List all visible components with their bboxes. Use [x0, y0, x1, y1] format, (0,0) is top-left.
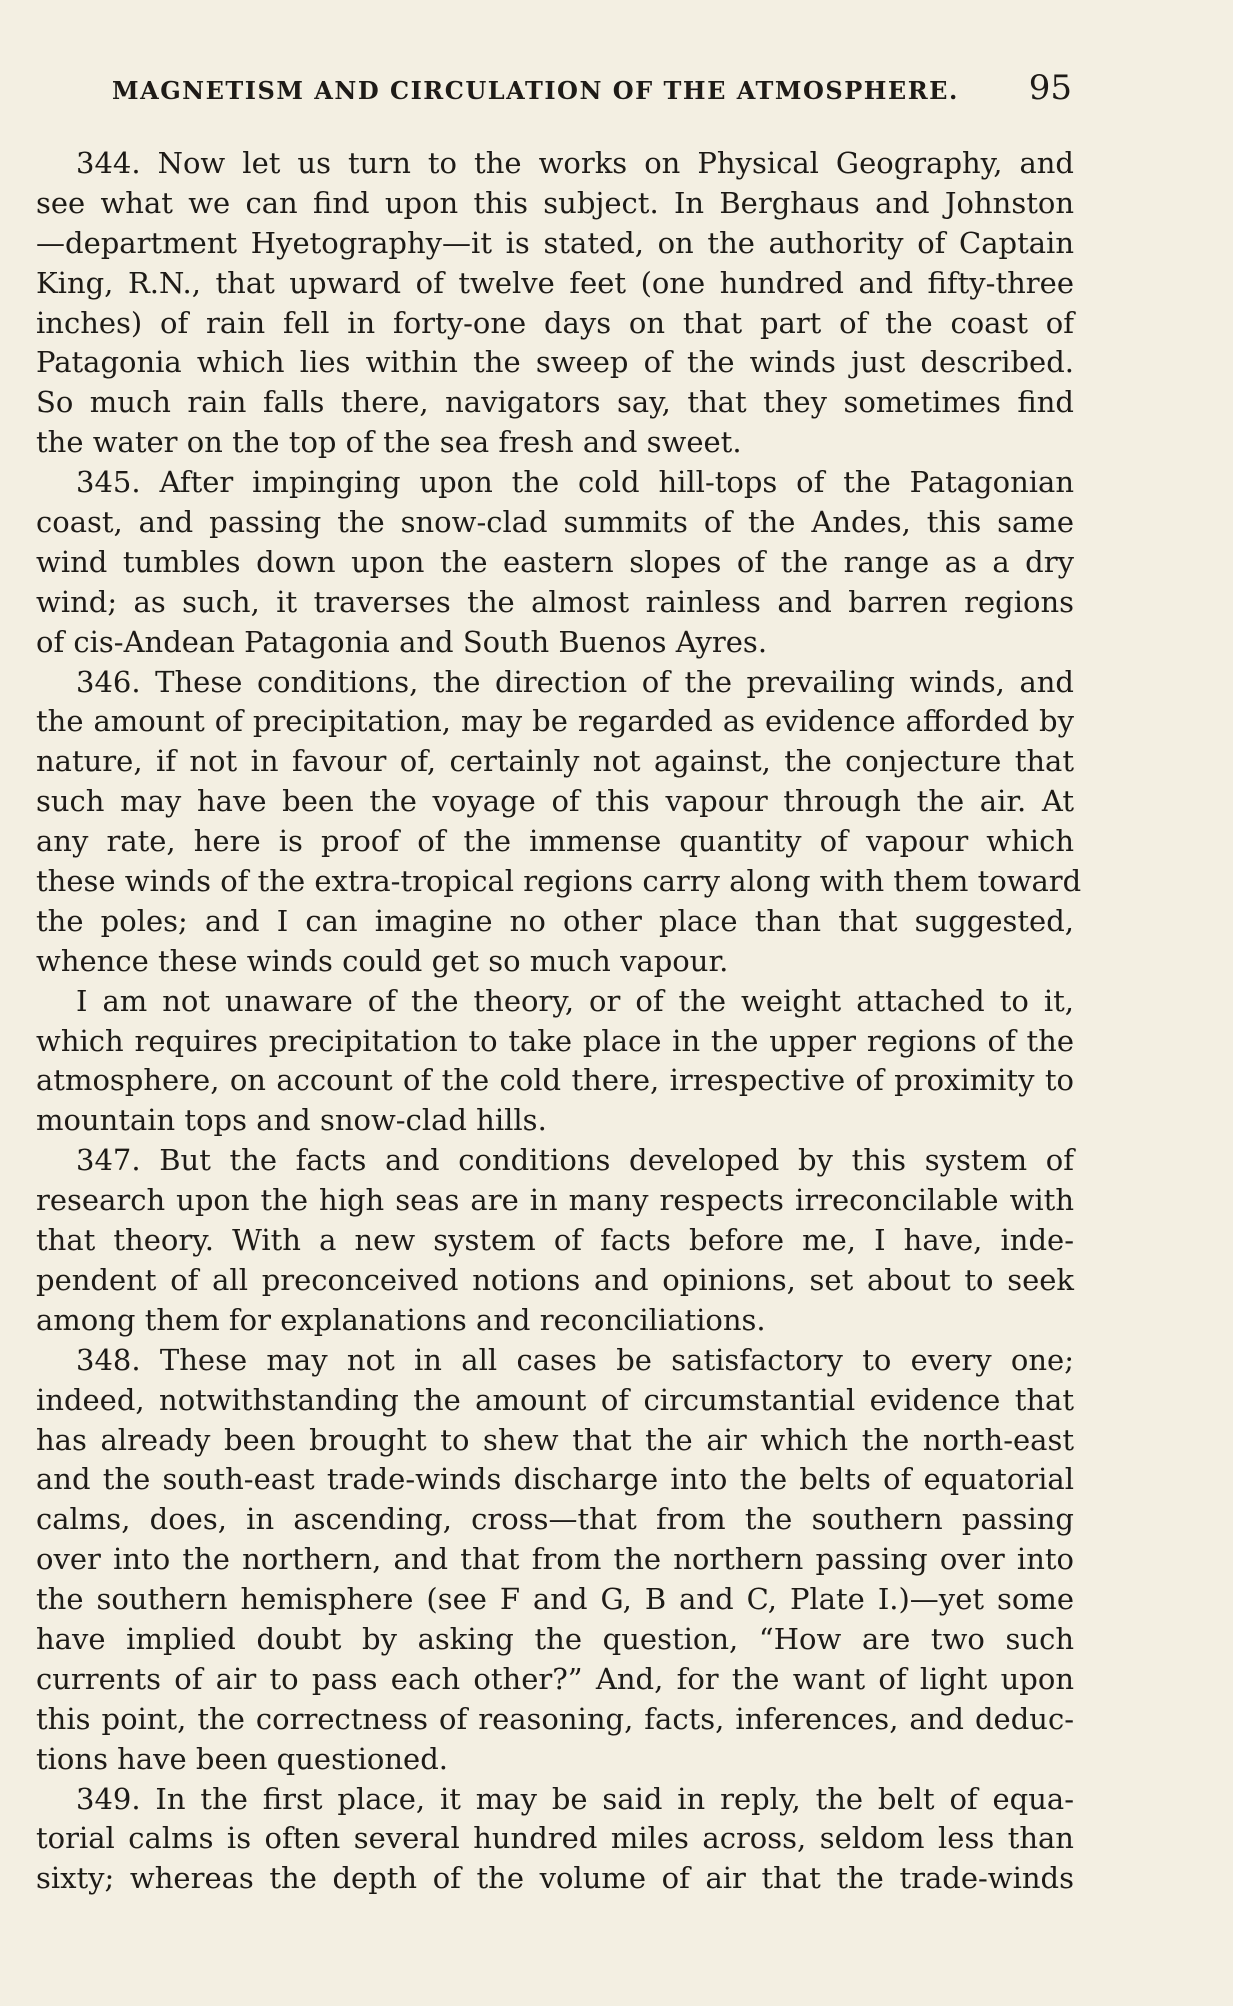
- text-line: sixty; whereas the depth of the volume of air that the trade-winds: [36, 1861, 1074, 1896]
- text-line: pendent of all preconceived notions and opinions, set about to seek: [36, 1262, 1074, 1297]
- running-head: [112, 66, 1072, 106]
- text-line: 349. In the first place, it may be said in reply, the belt of equa-: [76, 1781, 1074, 1816]
- text-line: of cis-Andean Patagonia and South Buenos Ayres.: [36, 624, 768, 659]
- text-line: 346. These conditions, the direction of the prevailing winds, and: [76, 664, 1074, 699]
- text-line: mountain tops and snow-clad hills.: [36, 1103, 547, 1138]
- text-line: tions have been questioned.: [36, 1741, 448, 1776]
- text-line: the water on the top of the sea fresh and sweet.: [36, 425, 742, 460]
- text-line: 348. These may not in all cases be satisfactory to every one;: [76, 1342, 1074, 1377]
- text-line: torial calms is often several hundred miles across, seldom less than: [36, 1821, 1074, 1856]
- text-line: nature, if not in favour of, certainly not against, the conjecture that: [36, 744, 1074, 779]
- text-line: see what we can find upon this subject. In Berghaus and Johnston: [36, 185, 1074, 220]
- text-line: that theory. With a new system of facts before me, I have, inde-: [36, 1223, 1074, 1258]
- page-number: 95: [1028, 68, 1072, 108]
- text-line: Patagonia which lies within the sweep of the winds just described.: [36, 345, 1074, 380]
- text-line: and the south-east trade-winds discharge into the belts of equatorial: [36, 1462, 1074, 1497]
- text-line: these winds of the extra-tropical regions carry along with them toward: [36, 864, 1082, 899]
- text-line: coast, and passing the snow-clad summits of the Andes, this same: [36, 505, 1074, 540]
- text-line: whence these winds could get so much vapour.: [36, 943, 729, 978]
- text-line: wind; as such, it traverses the almost rainless and barren regions: [36, 584, 1074, 619]
- body-text: [36, 144, 1082, 1899]
- text-line: have implied doubt by asking the question, “How are two such: [36, 1621, 1074, 1656]
- text-line: this point, the correctness of reasoning, facts, inferences, and deduc-: [36, 1701, 1074, 1736]
- text-line: wind tumbles down upon the eastern slopes of the range as a dry: [36, 544, 1074, 579]
- text-line: 347. But the facts and conditions developed by this system of: [76, 1143, 1074, 1178]
- text-line: I am not unaware of the theory, or of the weight attached to it,: [76, 983, 1074, 1018]
- text-line: such may have been the voyage of this vapour through the air. At: [36, 784, 1074, 819]
- text-line: indeed, notwithstanding the amount of circumstantial evidence that: [36, 1382, 1074, 1417]
- text-line: the poles; and I can imagine no other place than that suggested,: [36, 903, 1074, 938]
- text-line: the amount of precipitation, may be regarded as evidence afforded by: [36, 704, 1074, 739]
- text-line: the southern hemisphere (see F and G, B and C, Plate I.)—yet some: [36, 1582, 1074, 1617]
- text-line: atmosphere, on account of the cold there, irrespective of proximity to: [36, 1063, 1074, 1098]
- text-line: research upon the high seas are in many respects irreconcilable with: [36, 1183, 1074, 1218]
- running-head-title: MAGNETISM AND CIRCULATION OF THE ATMOSPHERE.: [112, 76, 959, 105]
- text-line: among them for explanations and reconciliations.: [36, 1302, 766, 1337]
- text-line: over into the northern, and that from the northern passing over into: [36, 1542, 1074, 1577]
- text-line: any rate, here is proof of the immense quantity of vapour which: [36, 824, 1074, 859]
- text-line: inches) of rain fell in forty-one days on that part of the coast of: [36, 305, 1074, 340]
- text-line: King, R.N., that upward of twelve feet (one hundred and fifty-three: [36, 265, 1074, 300]
- text-line: 345. After impinging upon the cold hill-tops of the Patagonian: [76, 465, 1074, 500]
- text-line: has already been brought to shew that the air which the north-east: [36, 1422, 1074, 1457]
- text-line: 344. Now let us turn to the works on Physical Geography, and: [76, 146, 1074, 180]
- text-line: —department Hyetography—it is stated, on the authority of Captain: [36, 225, 1074, 260]
- text-line: which requires precipitation to take place in the upper regions of the: [36, 1023, 1074, 1058]
- text-line: calms, does, in ascending, cross—that from the southern passing: [36, 1502, 1074, 1537]
- text-line: currents of air to pass each other?” And, for the want of light upon: [36, 1661, 1074, 1696]
- text-line: So much rain falls there, navigators say, that they sometimes find: [36, 385, 1074, 420]
